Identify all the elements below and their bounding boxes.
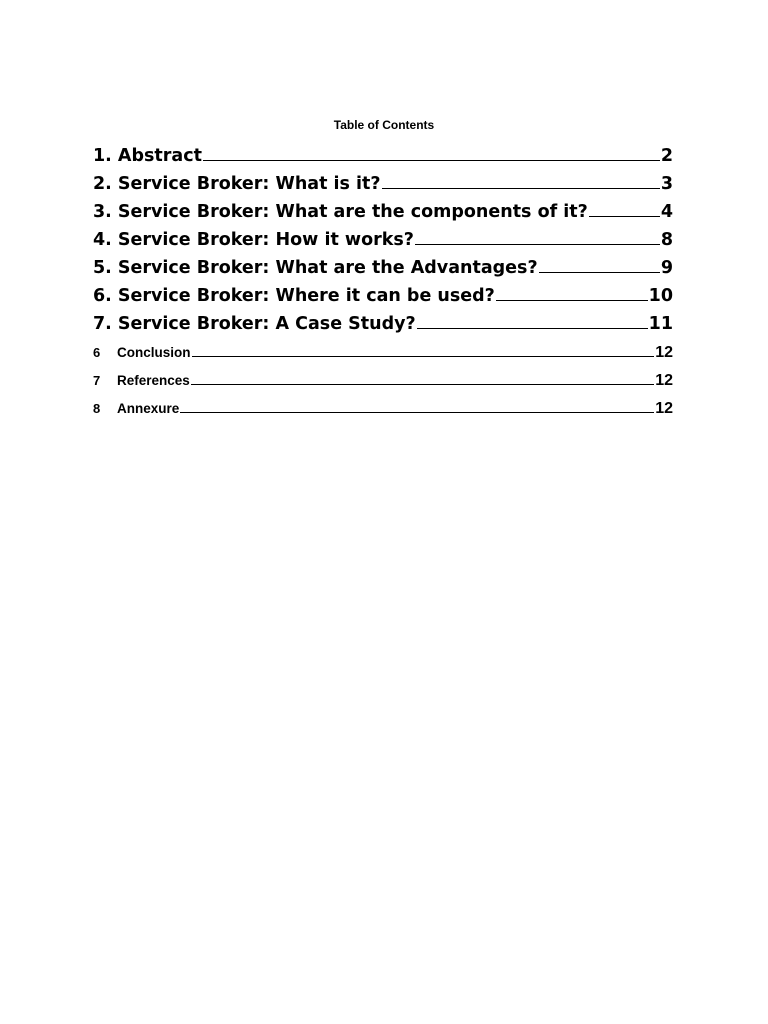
toc-sub-entry-page: 12	[655, 372, 673, 389]
toc-entry-label: 4. Service Broker: How it works?	[93, 230, 414, 250]
leader-line	[496, 299, 648, 301]
leader-line	[415, 243, 660, 245]
toc-sub-entry-label: Conclusion	[117, 345, 191, 360]
toc-entry-label: 5. Service Broker: What are the Advantages?	[93, 258, 538, 278]
toc-entry-page: 9	[660, 258, 673, 278]
toc-list	[93, 138, 693, 418]
toc-entry[interactable]	[93, 222, 673, 250]
toc-entry-page: 8	[660, 230, 673, 250]
toc-sub-entry[interactable]	[93, 334, 673, 362]
leader-line	[192, 355, 655, 357]
leader-line	[203, 159, 660, 161]
toc-entry[interactable]	[93, 278, 673, 306]
toc-entry[interactable]	[93, 250, 673, 278]
toc-sub-entry[interactable]	[93, 362, 673, 390]
leader-line	[539, 271, 660, 273]
toc-entry-label: 1. Abstract	[93, 146, 202, 166]
toc-sub-entry-label: Annexure	[117, 401, 180, 416]
toc-entry-label: 2. Service Broker: What is it?	[93, 174, 381, 194]
toc-title: Table of Contents	[333, 118, 435, 132]
leader-line	[191, 383, 654, 385]
toc-entry-page: 4	[660, 202, 673, 222]
leader-line	[180, 411, 654, 413]
toc-sub-entry[interactable]	[93, 390, 673, 418]
toc-sub-entry-label: References	[117, 373, 190, 388]
toc-sub-entry-number: 8	[93, 401, 101, 416]
toc-entry-label: 3. Service Broker: What are the components of it?	[93, 202, 588, 222]
toc-entry[interactable]	[93, 306, 673, 334]
toc-entry-label: 6. Service Broker: Where it can be used?	[93, 286, 495, 306]
toc-sub-entry-page: 12	[655, 400, 673, 417]
toc-entry-page: 3	[660, 174, 673, 194]
toc-entry[interactable]	[93, 138, 673, 166]
toc-entry-page: 2	[660, 146, 673, 166]
leader-line	[382, 187, 660, 189]
toc-entry-label: 7. Service Broker: A Case Study?	[93, 314, 416, 334]
leader-line	[589, 215, 660, 217]
toc-sub-entry-page: 12	[655, 344, 673, 361]
toc-sub-entry-number: 7	[93, 373, 101, 388]
toc-entry[interactable]	[93, 194, 673, 222]
toc-entry[interactable]	[93, 166, 673, 194]
toc-sub-entry-number: 6	[93, 345, 101, 360]
toc-entry-page: 11	[648, 314, 673, 334]
toc-entry-page: 10	[648, 286, 673, 306]
leader-line	[417, 327, 648, 329]
